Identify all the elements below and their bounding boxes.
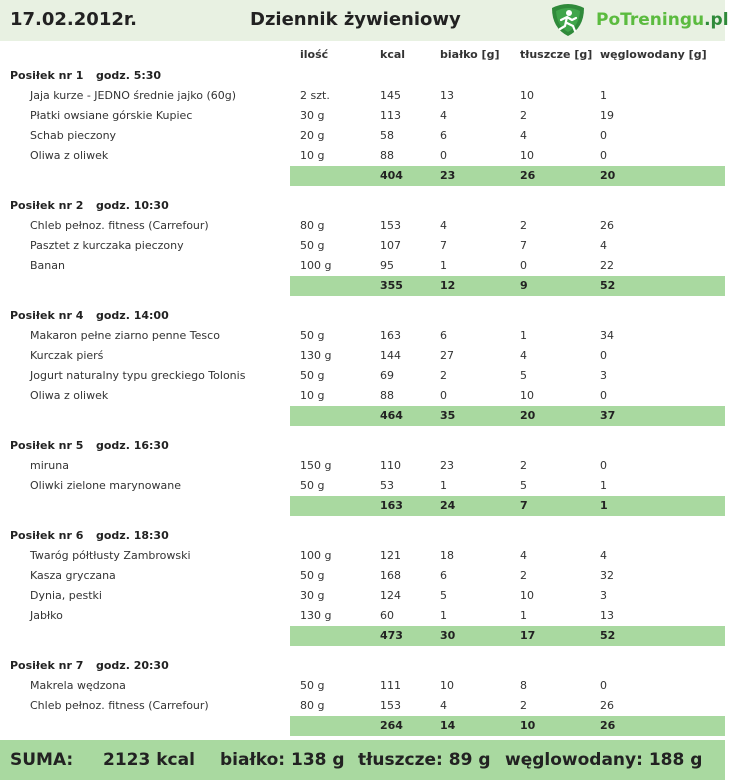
daily-summary-bar	[0, 740, 725, 780]
food-protein: 6	[440, 129, 447, 142]
food-kcal: 144	[380, 349, 401, 362]
food-kcal: 121	[380, 549, 401, 562]
food-carbs: 1	[600, 89, 607, 102]
meal-spacer	[0, 426, 725, 436]
food-kcal: 153	[380, 219, 401, 232]
col-fat-header: tłuszcze [g]	[520, 48, 593, 61]
food-carbs: 22	[600, 259, 614, 272]
food-name: Jaja kurze - JEDNO średnie jajko (60g)	[30, 89, 237, 102]
food-fat: 1	[520, 329, 527, 342]
food-carbs: 26	[600, 219, 614, 232]
food-name: Oliwa z oliwek	[30, 149, 109, 162]
meal-section	[0, 526, 725, 656]
total-fat: 7	[520, 499, 528, 512]
meal-spacer	[0, 186, 725, 196]
food-kcal: 163	[380, 329, 401, 342]
food-row	[0, 456, 725, 476]
meal-header	[0, 526, 725, 546]
meal-time: godz. 16:30	[96, 439, 169, 452]
food-row	[0, 566, 725, 586]
total-fat: 26	[520, 169, 536, 182]
food-row	[0, 216, 725, 236]
food-kcal: 60	[380, 609, 394, 622]
food-kcal: 88	[380, 149, 394, 162]
food-protein: 18	[440, 549, 454, 562]
food-fat: 2	[520, 569, 527, 582]
meal-time: godz. 10:30	[96, 199, 169, 212]
logo-tld: .pl	[704, 10, 729, 30]
meal-time: godz. 14:00	[96, 309, 169, 322]
meal-spacer	[0, 646, 725, 656]
food-row	[0, 386, 725, 406]
total-protein: 35	[440, 409, 456, 422]
total-fat: 20	[520, 409, 536, 422]
food-fat: 8	[520, 679, 527, 692]
food-row	[0, 696, 725, 716]
food-kcal: 110	[380, 459, 401, 472]
food-name: Pasztet z kurczaka pieczony	[30, 239, 184, 252]
food-carbs: 0	[600, 389, 607, 402]
food-fat: 2	[520, 219, 527, 232]
meal-total-bar	[290, 626, 725, 646]
food-kcal: 113	[380, 109, 401, 122]
food-qty: 150 g	[300, 459, 332, 472]
food-kcal: 168	[380, 569, 401, 582]
food-protein: 1	[440, 479, 447, 492]
food-name: Kasza gryczana	[30, 569, 116, 582]
page-title: Dziennik żywieniowy	[250, 9, 461, 30]
food-kcal: 69	[380, 369, 394, 382]
meal-header	[0, 436, 725, 456]
food-carbs: 19	[600, 109, 614, 122]
meal-total-row	[0, 166, 725, 186]
total-fat: 17	[520, 629, 536, 642]
food-carbs: 0	[600, 129, 607, 142]
food-protein: 5	[440, 589, 447, 602]
meal-list	[0, 66, 725, 736]
meal-spacer	[0, 296, 725, 306]
food-fat: 5	[520, 479, 527, 492]
meal-header	[0, 196, 725, 216]
food-qty: 50 g	[300, 569, 325, 582]
food-carbs: 3	[600, 589, 607, 602]
food-kcal: 107	[380, 239, 401, 252]
total-kcal: 473	[380, 629, 403, 642]
total-carbs: 52	[600, 629, 616, 642]
food-protein: 4	[440, 109, 447, 122]
food-fat: 10	[520, 389, 534, 402]
food-carbs: 13	[600, 609, 614, 622]
food-protein: 2	[440, 369, 447, 382]
meal-total-bar	[290, 276, 725, 296]
food-name: miruna	[30, 459, 69, 472]
food-name: Schab pieczony	[30, 129, 117, 142]
meal-section	[0, 66, 725, 196]
total-fat: 9	[520, 279, 528, 292]
food-row	[0, 326, 725, 346]
food-qty: 130 g	[300, 609, 332, 622]
food-name: Kurczak pierś	[30, 349, 104, 362]
summary-protein: białko: 138 g	[220, 750, 345, 770]
meal-total-bar	[290, 406, 725, 426]
total-fat: 10	[520, 719, 536, 732]
food-name: Płatki owsiane górskie Kupiec	[30, 109, 193, 122]
meal-name: Posiłek nr 6	[10, 529, 84, 542]
food-qty: 30 g	[300, 589, 325, 602]
meal-name: Posiłek nr 2	[10, 199, 84, 212]
meal-time: godz. 5:30	[96, 69, 162, 82]
food-qty: 80 g	[300, 219, 325, 232]
food-qty: 80 g	[300, 699, 325, 712]
food-carbs: 0	[600, 349, 607, 362]
food-name: Chleb pełnoz. fitness (Carrefour)	[30, 219, 209, 232]
meal-section	[0, 656, 725, 736]
meal-section	[0, 196, 725, 306]
food-row	[0, 146, 725, 166]
total-kcal: 264	[380, 719, 403, 732]
food-protein: 1	[440, 259, 447, 272]
meal-spacer	[0, 516, 725, 526]
meal-time: godz. 18:30	[96, 529, 169, 542]
food-name: Oliwki zielone marynowane	[30, 479, 181, 492]
food-row	[0, 346, 725, 366]
meal-total-row	[0, 406, 725, 426]
meal-total-row	[0, 626, 725, 646]
logo-text	[596, 10, 729, 30]
food-qty: 50 g	[300, 479, 325, 492]
food-kcal: 111	[380, 679, 401, 692]
total-carbs: 52	[600, 279, 616, 292]
food-name: Twaróg półtłusty Zambrowski	[30, 549, 191, 562]
logo-shield-icon	[548, 2, 588, 38]
food-carbs: 4	[600, 239, 607, 252]
col-qty-header: ilość	[300, 48, 329, 61]
food-fat: 10	[520, 589, 534, 602]
meal-section	[0, 306, 725, 436]
food-fat: 5	[520, 369, 527, 382]
food-qty: 50 g	[300, 369, 325, 382]
food-qty: 50 g	[300, 679, 325, 692]
food-row	[0, 676, 725, 696]
food-protein: 4	[440, 219, 447, 232]
food-fat: 1	[520, 609, 527, 622]
page-header	[0, 0, 729, 41]
food-qty: 100 g	[300, 259, 332, 272]
food-carbs: 34	[600, 329, 614, 342]
total-carbs: 37	[600, 409, 616, 422]
food-protein: 0	[440, 389, 447, 402]
food-fat: 2	[520, 459, 527, 472]
meal-name: Posiłek nr 7	[10, 659, 84, 672]
food-row	[0, 126, 725, 146]
total-protein: 30	[440, 629, 456, 642]
brand-logo[interactable]	[548, 2, 729, 38]
logo-main: PoTreningu	[596, 10, 705, 30]
food-protein: 7	[440, 239, 447, 252]
total-carbs: 26	[600, 719, 616, 732]
food-carbs: 3	[600, 369, 607, 382]
food-carbs: 1	[600, 479, 607, 492]
food-protein: 10	[440, 679, 454, 692]
food-fat: 4	[520, 549, 527, 562]
food-kcal: 145	[380, 89, 401, 102]
food-name: Dynia, pestki	[30, 589, 102, 602]
food-carbs: 26	[600, 699, 614, 712]
food-fat: 4	[520, 349, 527, 362]
meal-header	[0, 306, 725, 326]
meal-total-bar	[290, 166, 725, 186]
food-kcal: 58	[380, 129, 394, 142]
food-row	[0, 586, 725, 606]
food-protein: 6	[440, 329, 447, 342]
food-qty: 30 g	[300, 109, 325, 122]
food-name: Oliwa z oliwek	[30, 389, 109, 402]
food-kcal: 95	[380, 259, 394, 272]
summary-fat: tłuszcze: 89 g	[358, 750, 491, 770]
summary-kcal: 2123 kcal	[103, 750, 195, 770]
food-kcal: 88	[380, 389, 394, 402]
food-qty: 50 g	[300, 329, 325, 342]
food-protein: 23	[440, 459, 454, 472]
total-kcal: 163	[380, 499, 403, 512]
food-name: Jogurt naturalny typu greckiego Tolonis	[30, 369, 246, 382]
food-row	[0, 236, 725, 256]
meal-total-row	[0, 276, 725, 296]
food-row	[0, 476, 725, 496]
meal-header	[0, 656, 725, 676]
total-protein: 12	[440, 279, 456, 292]
food-fat: 4	[520, 129, 527, 142]
food-carbs: 4	[600, 549, 607, 562]
food-row	[0, 366, 725, 386]
food-name: Banan	[30, 259, 65, 272]
food-protein: 13	[440, 89, 454, 102]
food-protein: 27	[440, 349, 454, 362]
col-protein-header: białko [g]	[440, 48, 500, 61]
food-protein: 1	[440, 609, 447, 622]
food-kcal: 124	[380, 589, 401, 602]
food-fat: 7	[520, 239, 527, 252]
meal-section	[0, 436, 725, 526]
total-kcal: 404	[380, 169, 403, 182]
food-name: Jabłko	[30, 609, 63, 622]
food-fat: 10	[520, 149, 534, 162]
food-kcal: 153	[380, 699, 401, 712]
food-protein: 0	[440, 149, 447, 162]
total-protein: 24	[440, 499, 456, 512]
column-headers	[0, 44, 725, 66]
meal-total-bar	[290, 496, 725, 516]
food-kcal: 53	[380, 479, 394, 492]
food-qty: 2 szt.	[300, 89, 330, 102]
food-row	[0, 606, 725, 626]
food-qty: 10 g	[300, 389, 325, 402]
food-carbs: 0	[600, 459, 607, 472]
food-fat: 10	[520, 89, 534, 102]
food-row	[0, 256, 725, 276]
total-protein: 23	[440, 169, 456, 182]
food-qty: 50 g	[300, 239, 325, 252]
food-protein: 6	[440, 569, 447, 582]
food-protein: 4	[440, 699, 447, 712]
meal-header	[0, 66, 725, 86]
food-qty: 10 g	[300, 149, 325, 162]
total-kcal: 464	[380, 409, 403, 422]
col-carbs-header: węglowodany [g]	[600, 48, 707, 61]
food-name: Chleb pełnoz. fitness (Carrefour)	[30, 699, 209, 712]
meal-total-row	[0, 496, 725, 516]
food-fat: 2	[520, 109, 527, 122]
food-carbs: 32	[600, 569, 614, 582]
food-qty: 130 g	[300, 349, 332, 362]
food-fat: 0	[520, 259, 527, 272]
meal-name: Posiłek nr 1	[10, 69, 84, 82]
meal-time: godz. 20:30	[96, 659, 169, 672]
meal-name: Posiłek nr 5	[10, 439, 84, 452]
meal-total-bar	[290, 716, 725, 736]
total-protein: 14	[440, 719, 456, 732]
food-fat: 2	[520, 699, 527, 712]
food-qty: 100 g	[300, 549, 332, 562]
summary-label: SUMA:	[10, 750, 74, 770]
food-carbs: 0	[600, 149, 607, 162]
total-kcal: 355	[380, 279, 403, 292]
food-row	[0, 546, 725, 566]
food-name: Makrela wędzona	[30, 679, 126, 692]
total-carbs: 20	[600, 169, 616, 182]
food-row	[0, 106, 725, 126]
food-qty: 20 g	[300, 129, 325, 142]
total-carbs: 1	[600, 499, 608, 512]
meal-name: Posiłek nr 4	[10, 309, 84, 322]
food-name: Makaron pełne ziarno penne Tesco	[30, 329, 220, 342]
food-row	[0, 86, 725, 106]
meal-total-row	[0, 716, 725, 736]
summary-carbs: węglowodany: 188 g	[505, 750, 703, 770]
col-kcal-header: kcal	[380, 48, 406, 61]
diary-date: 17.02.2012r.	[10, 9, 138, 30]
food-carbs: 0	[600, 679, 607, 692]
